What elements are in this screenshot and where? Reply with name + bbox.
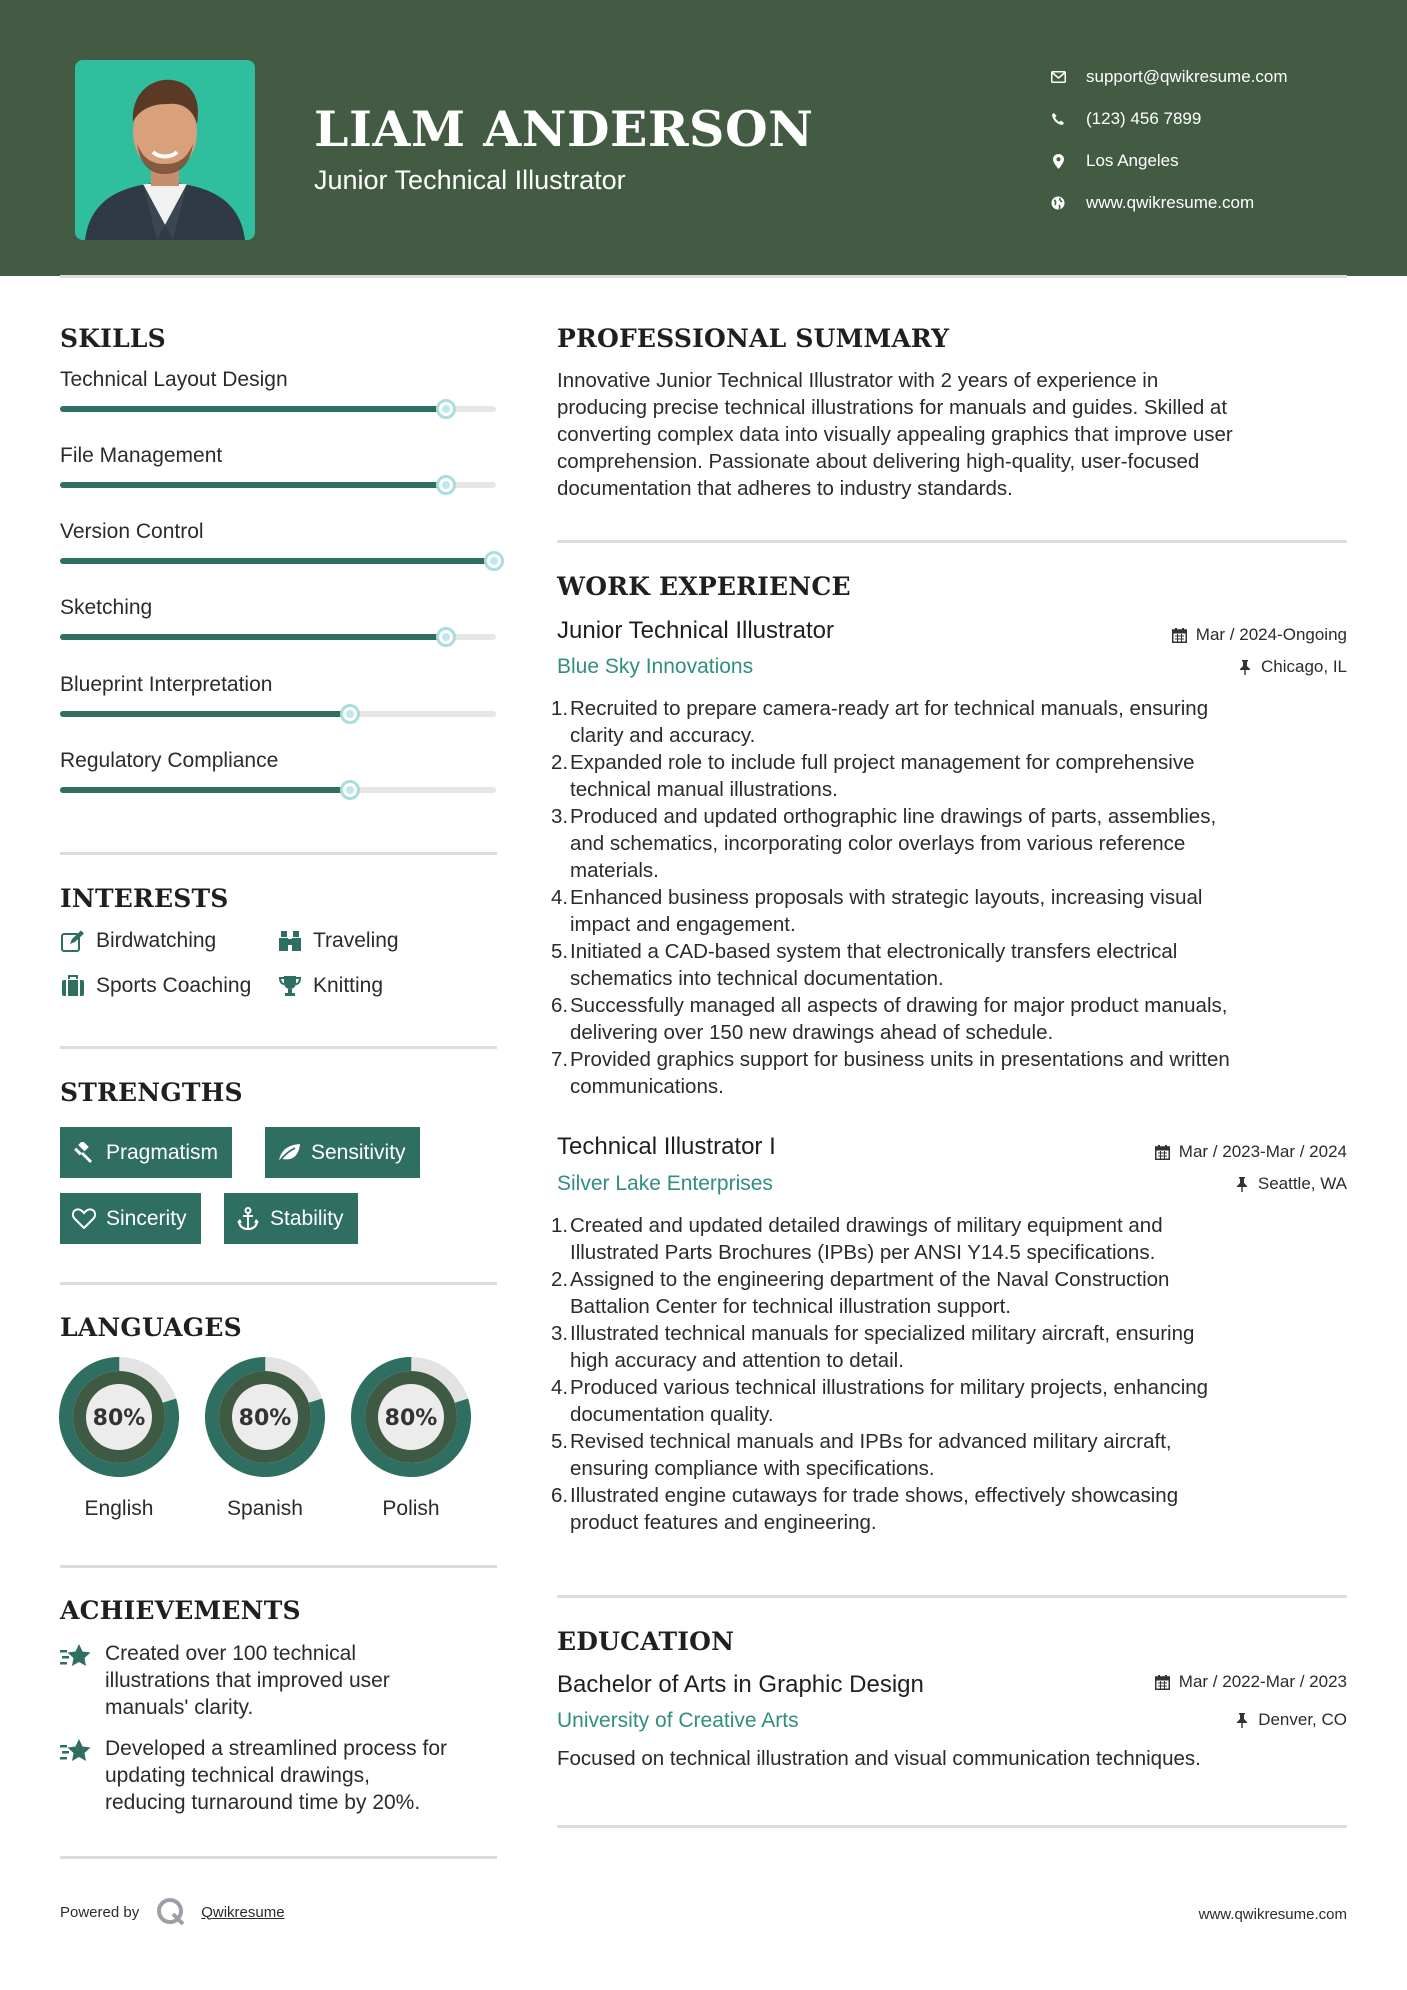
skill-bar-fill — [60, 711, 352, 717]
duty-line: ensuring compliance with specifications. — [570, 1457, 935, 1480]
strength-label: Stability — [270, 1206, 344, 1230]
leaf-icon — [277, 1141, 301, 1165]
skill-bar-knob — [436, 475, 456, 495]
section-divider — [557, 540, 1347, 543]
powered-by-label: Powered by — [60, 1903, 140, 1921]
achievement-item — [60, 1640, 500, 1721]
duty-line: Battalion Center for technical illustration support. — [570, 1295, 1011, 1318]
duty-line: clarity and accuracy. — [570, 724, 756, 747]
skills-heading: SKILLS — [60, 324, 166, 353]
skill-name: Technical Layout Design — [60, 368, 288, 391]
job-dates-text: Mar / 2023-Mar / 2024 — [1178, 1142, 1347, 1161]
language-gauge — [59, 1357, 179, 1477]
skill-name: Regulatory Compliance — [60, 749, 279, 772]
summary-text — [557, 367, 1357, 502]
achievement-line: Developed a streamlined process for — [105, 1737, 448, 1760]
duty-number: 4. — [551, 886, 569, 909]
languages-heading: LANGUAGES — [60, 1313, 242, 1342]
language-item — [351, 1357, 471, 1521]
skill-item — [60, 749, 496, 793]
duty-number: 4. — [551, 1376, 569, 1399]
skill-bar — [60, 406, 496, 412]
language-percent: 80% — [238, 1406, 292, 1431]
duty-line: high accuracy and attention to detail. — [570, 1349, 904, 1372]
skill-bar-knob — [484, 551, 504, 571]
company-name: Blue Sky Innovations — [557, 655, 754, 678]
strengths-heading: STRENGTHS — [60, 1078, 243, 1107]
duty-item — [551, 695, 1357, 749]
job-dates — [1155, 1142, 1347, 1162]
duty-item — [551, 803, 1357, 884]
education-dates-text: Mar / 2022-Mar / 2023 — [1178, 1672, 1347, 1691]
language-gauge — [351, 1357, 471, 1477]
strength-label: Sensitivity — [311, 1140, 406, 1164]
interest-item — [60, 974, 251, 998]
language-gauge — [205, 1357, 325, 1477]
duty-line: Produced various technical illustrations for military projects, enhancing — [570, 1376, 1209, 1399]
section-divider — [60, 1565, 497, 1568]
gavel-icon — [72, 1141, 96, 1165]
anchor-icon — [236, 1207, 260, 1231]
duty-line: Assigned to the engineering department of the Naval Construction — [570, 1268, 1170, 1291]
language-percent: 80% — [92, 1406, 146, 1431]
section-divider — [60, 1856, 497, 1859]
job-duties-list — [551, 1212, 1357, 1536]
education-location — [1234, 1710, 1347, 1730]
duty-item — [551, 1374, 1357, 1428]
duty-number: 3. — [551, 1322, 569, 1345]
person-portrait-icon — [75, 60, 255, 240]
duty-number: 2. — [551, 751, 569, 774]
strength-tag — [224, 1193, 358, 1244]
duty-item — [551, 884, 1357, 938]
skill-bar — [60, 711, 496, 717]
language-item — [59, 1357, 179, 1521]
duty-number: 6. — [551, 1484, 569, 1507]
contact-list — [1050, 56, 1288, 224]
briefcase-icon — [60, 974, 86, 998]
duty-item — [551, 1266, 1357, 1320]
phone-icon — [1050, 111, 1066, 127]
duty-line: documentation quality. — [570, 1403, 774, 1426]
qwikresume-logo-icon — [155, 1896, 187, 1928]
skill-name: File Management — [60, 444, 223, 467]
skill-bar-knob — [340, 704, 360, 724]
achievement-line: Created over 100 technical — [105, 1642, 356, 1665]
envelope-icon — [1050, 69, 1066, 85]
duty-line: Illustrated technical manuals for specialized military aircraft, ensuring — [570, 1322, 1195, 1345]
summary-line: converting complex data into visually appealing graphics that improve user — [557, 423, 1233, 446]
globe-icon — [1050, 195, 1066, 211]
job-location — [1237, 657, 1347, 677]
interest-label: Birdwatching — [96, 929, 217, 952]
header-divider — [60, 275, 1347, 278]
duty-number: 6. — [551, 994, 569, 1017]
strength-label: Pragmatism — [106, 1140, 219, 1164]
skill-bar-fill — [60, 406, 448, 412]
skill-bar-fill — [60, 634, 448, 640]
language-item — [205, 1357, 325, 1521]
interest-label: Sports Coaching — [96, 974, 252, 997]
duty-line: Created and updated detailed drawings of military equipment and — [570, 1214, 1163, 1237]
calendar-icon — [1155, 1674, 1171, 1690]
skill-item — [60, 520, 496, 564]
duty-line: technical manual illustrations. — [570, 778, 838, 801]
summary-line: documentation that adheres to industry standards. — [557, 477, 1013, 500]
education-heading: EDUCATION — [557, 1627, 735, 1656]
trophy-icon — [277, 974, 303, 998]
company-name: Silver Lake Enterprises — [557, 1172, 773, 1195]
duty-line: Produced and updated orthographic line drawings of parts, assemblies, — [570, 805, 1217, 828]
contact-email-text: support@qwikresume.com — [1086, 67, 1288, 86]
language-name: English — [84, 1497, 154, 1520]
duty-item — [551, 1320, 1357, 1374]
candidate-name: LIAM ANDERSON — [314, 100, 814, 158]
duty-number: 7. — [551, 1048, 569, 1071]
duty-line: materials. — [570, 859, 659, 882]
interest-item — [277, 929, 399, 953]
duty-item — [551, 749, 1357, 803]
duty-line: Initiated a CAD-based system that electronically transfers electrical — [570, 940, 1178, 963]
achievement-line: manuals' clarity. — [105, 1696, 254, 1719]
contact-website[interactable] — [1050, 182, 1288, 224]
footer-powered-by — [60, 1896, 285, 1928]
job-dates — [1172, 625, 1347, 645]
interest-item — [60, 929, 216, 953]
duty-line: Illustrated engine cutaways for trade shows, effectively showcasing — [570, 1484, 1179, 1507]
skill-item — [60, 673, 496, 717]
profile-photo — [75, 60, 255, 240]
qwikresume-link[interactable]: Qwikresume — [201, 1903, 285, 1921]
skill-bar-knob — [436, 399, 456, 419]
language-percent: 80% — [384, 1406, 438, 1431]
duty-item — [551, 938, 1357, 992]
contact-website-text: www.qwikresume.com — [1086, 193, 1255, 212]
language-name: Spanish — [227, 1497, 303, 1520]
education-dates — [1155, 1672, 1347, 1692]
footer-website[interactable]: www.qwikresume.com — [1198, 1906, 1347, 1923]
skill-item — [60, 596, 496, 640]
achievement-text — [105, 1640, 390, 1721]
achievement-line: updating technical drawings, — [105, 1764, 371, 1787]
job-title: Junior Technical Illustrator — [557, 617, 835, 644]
duty-item — [551, 1212, 1357, 1266]
pushpin-icon — [1237, 659, 1253, 675]
duty-line: Illustrated Parts Brochures (IPBs) per ANSI Y14.5 specifications. — [570, 1241, 1156, 1264]
summary-heading: PROFESSIONAL SUMMARY — [557, 324, 950, 353]
skill-bar-fill — [60, 787, 352, 793]
school-name: University of Creative Arts — [557, 1709, 799, 1732]
job-title: Technical Illustrator I — [557, 1133, 776, 1160]
contact-email[interactable] — [1050, 56, 1288, 98]
contact-phone[interactable] — [1050, 98, 1288, 140]
section-divider — [557, 1595, 1347, 1598]
job-location-text: Chicago, IL — [1261, 657, 1347, 676]
duty-item — [551, 1046, 1357, 1100]
achievement-text — [105, 1735, 447, 1816]
achievement-line: reducing turnaround time by 20%. — [105, 1791, 421, 1814]
star-award-icon — [60, 1642, 92, 1670]
job-duties-list — [551, 695, 1357, 1100]
duty-line: product features and engineering. — [570, 1511, 877, 1534]
skill-bar — [60, 787, 496, 793]
strength-tag — [60, 1193, 201, 1244]
degree-title: Bachelor of Arts in Graphic Design — [557, 1671, 924, 1698]
education-description: Focused on technical illustration and visual communication techniques. — [557, 1747, 1201, 1770]
duty-item — [551, 992, 1357, 1046]
duty-number: 1. — [551, 697, 569, 720]
contact-phone-text: (123) 456 7899 — [1086, 109, 1202, 128]
skill-bar-knob — [340, 780, 360, 800]
location-pin-icon — [1050, 153, 1066, 169]
skill-item — [60, 444, 496, 488]
duty-line: Successfully managed all aspects of drawing for major product manuals, — [570, 994, 1228, 1017]
section-divider — [60, 1046, 497, 1049]
duty-line: delivering over 150 new drawings ahead of schedule. — [570, 1021, 1054, 1044]
duty-line: Recruited to prepare camera-ready art for technical manuals, ensuring — [570, 697, 1209, 720]
duty-line: schematics into technical documentation. — [570, 967, 944, 990]
section-divider — [557, 1825, 1347, 1828]
duty-line: Revised technical manuals and IPBs for advanced military aircraft, — [570, 1430, 1172, 1453]
calendar-icon — [1155, 1144, 1171, 1160]
skill-bar — [60, 482, 496, 488]
interests-heading: INTERESTS — [60, 884, 229, 913]
duty-line: Enhanced business proposals with strategic layouts, increasing visual — [570, 886, 1203, 909]
skill-bar-fill — [60, 558, 496, 564]
duty-number: 3. — [551, 805, 569, 828]
candidate-title: Junior Technical Illustrator — [314, 165, 626, 195]
calendar-icon — [1172, 627, 1188, 643]
achievements-heading: ACHIEVEMENTS — [60, 1596, 301, 1625]
duty-line: Provided graphics support for business units in presentations and written — [570, 1048, 1230, 1071]
pushpin-icon — [1234, 1176, 1250, 1192]
skill-bar — [60, 558, 496, 564]
heart-icon — [72, 1207, 96, 1231]
interest-label: Knitting — [313, 974, 384, 997]
summary-line: Innovative Junior Technical Illustrator with 2 years of experience in — [557, 369, 1159, 392]
interest-label: Traveling — [313, 929, 399, 952]
resume-header — [0, 0, 1407, 276]
pushpin-icon — [1234, 1712, 1250, 1728]
duty-line: and schematics, incorporating color overlays from various reference — [570, 832, 1186, 855]
duty-line: Expanded role to include full project management for comprehensive — [570, 751, 1195, 774]
skill-bar-fill — [60, 482, 448, 488]
duty-line: communications. — [570, 1075, 724, 1098]
skill-bar — [60, 634, 496, 640]
skill-bar-knob — [436, 627, 456, 647]
job-location — [1234, 1174, 1347, 1194]
contact-location — [1050, 140, 1288, 182]
section-divider — [60, 852, 497, 855]
duty-number: 5. — [551, 940, 569, 963]
language-name: Polish — [382, 1497, 440, 1520]
skill-name: Sketching — [60, 596, 153, 619]
duty-item — [551, 1482, 1357, 1536]
skill-name: Version Control — [60, 520, 204, 543]
duty-line: impact and engagement. — [570, 913, 796, 936]
achievement-line: illustrations that improved user — [105, 1669, 390, 1692]
skill-name: Blueprint Interpretation — [60, 673, 273, 696]
achievement-item — [60, 1735, 500, 1816]
strength-label: Sincerity — [106, 1206, 187, 1230]
duty-number: 2. — [551, 1268, 569, 1291]
strength-tag — [265, 1127, 420, 1178]
job-dates-text: Mar / 2024-Ongoing — [1195, 625, 1347, 644]
job-location-text: Seattle, WA — [1257, 1174, 1347, 1193]
education-location-text: Denver, CO — [1258, 1710, 1347, 1729]
duty-item — [551, 1428, 1357, 1482]
star-award-icon — [60, 1737, 92, 1765]
summary-line: comprehension. Passionate about delivering high-quality, user-focused — [557, 450, 1200, 473]
pencil-square-icon — [60, 929, 86, 953]
strength-tag — [60, 1127, 232, 1178]
interest-item — [277, 974, 383, 998]
duty-number: 1. — [551, 1214, 569, 1237]
skill-item — [60, 368, 496, 412]
binoculars-icon — [277, 929, 303, 953]
duty-number: 5. — [551, 1430, 569, 1453]
summary-line: producing precise technical illustrations for manuals and guides. Skilled at — [557, 396, 1228, 419]
contact-location-text: Los Angeles — [1086, 151, 1179, 170]
experience-heading: WORK EXPERIENCE — [557, 572, 851, 601]
section-divider — [60, 1282, 497, 1285]
